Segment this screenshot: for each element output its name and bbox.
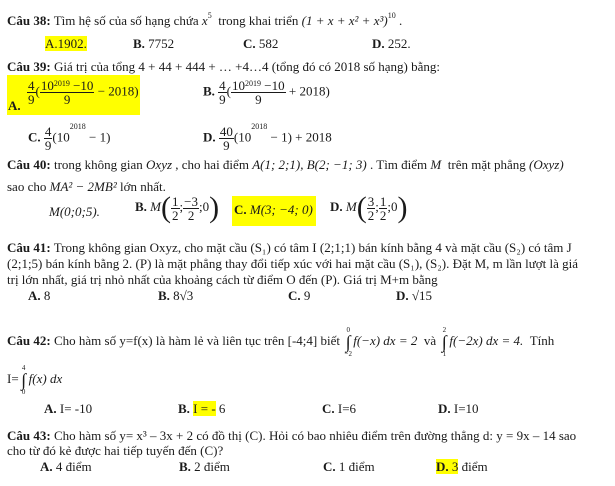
option-a[interactable]: A. I= -10 bbox=[44, 401, 93, 416]
option-c[interactable]: C. M(3; −4; 0) bbox=[232, 196, 316, 226]
option-d[interactable]: D. 3 điểm bbox=[436, 459, 488, 474]
option-c[interactable]: C. 582 bbox=[243, 36, 279, 51]
option-b[interactable]: B. 8√3 bbox=[158, 288, 194, 303]
question-label: Câu 38: bbox=[7, 13, 51, 28]
question-42: Câu 42: Cho hàm số y=f(x) là hàm lẻ và liên tục trên [-4;4] biết 0 ∫ −2 f(−x) dx = 2 và 2 ∫ 1 f(−2x) dx = 4. Tính bbox=[7, 326, 555, 358]
question-label: Câu 43: bbox=[7, 428, 51, 443]
option-d[interactable]: D. $\frac{40}{9}$ $(10^{2018} - 1) + 2018$ bbox=[203, 122, 332, 153]
question-38: Câu 38: Tìm hệ số của số hạng chứa $x^5$ trong khai triển $(1 + x + x^2 + x^3)^{10}$ . bbox=[7, 11, 403, 28]
question-42-line2: I= 4 ∫ 0 f(x) dx bbox=[7, 364, 63, 396]
option-c[interactable]: C. 9 bbox=[288, 288, 311, 303]
option-b[interactable]: B. $\frac{4}{9}$ ( $\frac{10^{2019} -10}{9}$ + 2018) bbox=[203, 78, 330, 107]
integral-2: 2 ∫ 1 bbox=[441, 326, 447, 358]
option-c[interactable]: C. I=6 bbox=[322, 401, 357, 416]
option-a[interactable]: A.1902. bbox=[45, 36, 87, 51]
option-d[interactable]: D. M( $\frac{3}{2}$ ; $\frac{1}{2}$ ;0) bbox=[330, 191, 408, 224]
option-d[interactable]: D. I=10 bbox=[438, 401, 479, 416]
option-a[interactable]: M(0;0;5). bbox=[49, 204, 100, 219]
option-b[interactable]: B. I = - 6 bbox=[178, 401, 226, 416]
question-43: Câu 43: Cho hàm số y= x³ – 3x + 2 có đồ thị (C). Hỏi có bao nhiêu điểm trên đường thẳng d: y = 9x – 14 sao bbox=[7, 428, 577, 443]
option-b[interactable]: B. 2 điểm bbox=[179, 459, 230, 474]
integral-1: 0 ∫ −2 bbox=[344, 326, 352, 358]
question-40-line2: sao cho MA² − 2MB² lớn nhất. bbox=[7, 179, 166, 194]
question-label: Câu 42: bbox=[7, 332, 51, 348]
option-a[interactable]: A. $\frac{4}{9}$ ( $\frac{10^{2019} -10}{9}$ − 2018) bbox=[7, 75, 140, 115]
option-a[interactable]: A. 8 bbox=[28, 288, 51, 303]
integral-3: 4 ∫ 0 bbox=[21, 364, 27, 396]
question-41-line3: trị lớn nhất, giá trị nhỏ nhất của khoảng cách từ điểm O đến (P). Giá trị M+m bằng bbox=[7, 272, 438, 287]
question-label: Câu 39: bbox=[7, 59, 51, 74]
option-d[interactable]: D. √15 bbox=[396, 288, 433, 303]
question-label: Câu 41: bbox=[7, 240, 51, 255]
option-c[interactable]: C. $\frac{4}{9}$ $(10^{2018} - 1)$ bbox=[28, 122, 111, 153]
question-39: Câu 39: Giá trị của tổng 4 + 44 + 444 + … +4…4 (tổng đó có 2018 số hạng) bằng: bbox=[7, 59, 441, 74]
option-a[interactable]: A. 4 điểm bbox=[40, 459, 92, 474]
option-b[interactable]: B. 7752 bbox=[133, 36, 175, 51]
question-41: Câu 41: Trong không gian Oxyz, cho mặt cầu (S₁) có tâm I (2;1;1) bán kính bằng 4 và mặt cầu (S₂) có tâm J bbox=[7, 240, 572, 255]
option-c[interactable]: C. 1 điểm bbox=[323, 459, 375, 474]
question-43-line2: cho từ đó kẻ được hai tiếp tuyến đến (C)? bbox=[7, 443, 224, 458]
option-b[interactable]: B. M( $\frac{1}{2}$ ; $\frac{-3}{2}$ ;0) bbox=[135, 191, 220, 224]
option-d[interactable]: D. 252. bbox=[372, 36, 411, 51]
question-40: Câu 40: trong không gian Oxyz , cho hai điểm A(1; 2;1), B(2; −1; 3) . Tìm điểm M trên mặt phẳng (Oxyz) bbox=[7, 157, 564, 172]
question-41-line2: (2;1;5) bán kính bằng 2. (P) là mặt phẳng thay đổi tiếp xúc với hai mặt cầu (S₁), (S₂). Đặt M, m lần lượt là giá bbox=[7, 256, 579, 271]
question-label: Câu 40: bbox=[7, 157, 51, 172]
